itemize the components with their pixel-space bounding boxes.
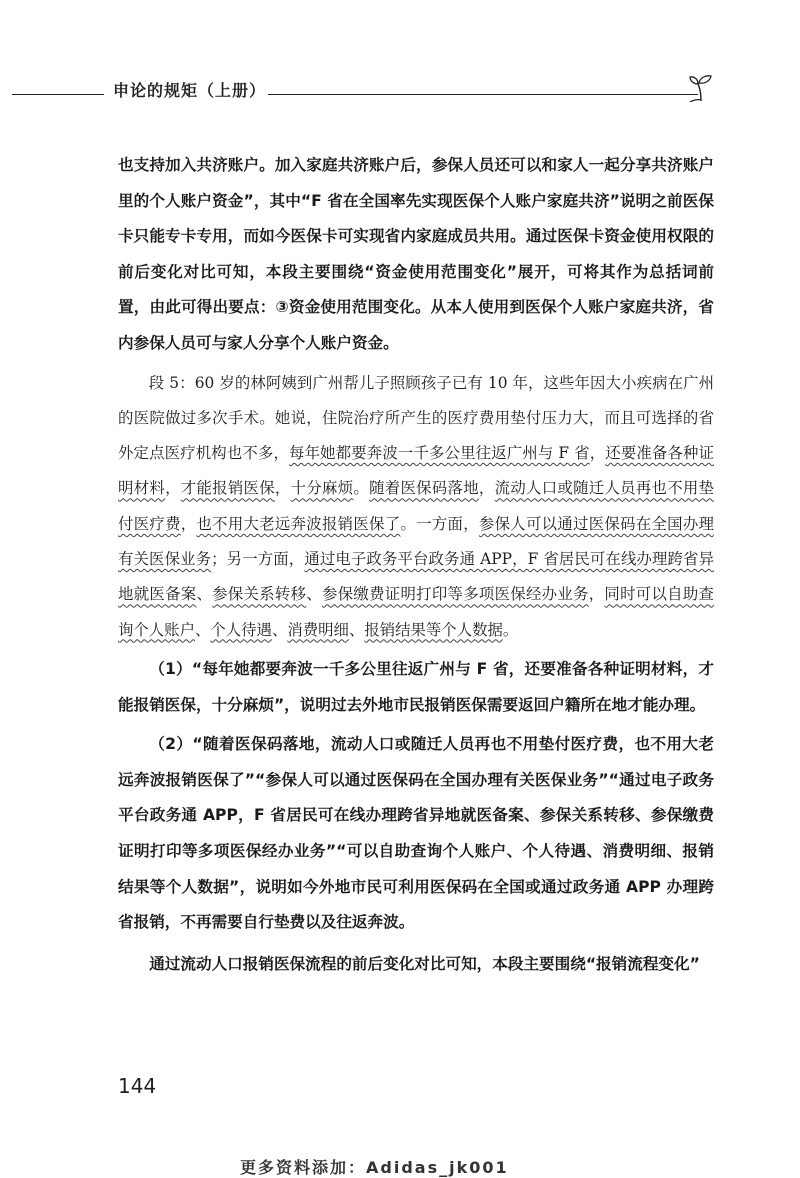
paragraph-source-excerpt <box>118 366 714 648</box>
excerpt-text: ， <box>478 479 495 498</box>
excerpt-text: 、 <box>194 620 211 639</box>
header-rule-left <box>12 94 104 95</box>
excerpt-text: 、 <box>306 585 322 604</box>
sprout-icon <box>688 72 714 102</box>
excerpt-text: 段 5：60 岁的林阿姨到广州帮儿子照顾孩子已有 10 年，这些年因大小疾病在广州的医院做过多次手术。她说，住院治疗所产生的医疗费用垫付压力大，而且可选择的省外定点医疗机构也不多， <box>118 373 714 463</box>
page-content <box>118 148 714 982</box>
paragraph-point-2: （2）“随着医保码落地，流动人口或随迁人员再也不用垫付医疗费，也不用大老远奔波报销医保了”“参保人可以通过医保码在全国办理有关医保业务”“通过电子政务平台政务通 APP，F 省居民可在线办理跨省异地就医备案、参保关系转移、参保缴费证明打印等多项医保经办业务”“可以自助查询个人账户、个人待遇、消费明细、报销结果等个人数据”，说明如今外地市民可利用医保码在全国或通过政务通 APP 办理跨省报销，不再需要自行垫费以及往返奔波。 <box>118 735 714 932</box>
marked-phrase: 也不用大老远奔波报销医保了 <box>196 514 401 533</box>
excerpt-text: ；另一方面， <box>211 550 305 569</box>
excerpt-text: ， <box>588 585 605 604</box>
marked-phrase: 十分麻烦 <box>290 479 354 498</box>
header-rule-right <box>268 94 698 95</box>
excerpt-text: ， <box>274 479 291 498</box>
marked-phrase: 每年她都要奔波一千多公里往返广州与 F 省 <box>289 444 590 463</box>
marked-phrase: 报销结果等个人数据 <box>364 620 503 639</box>
paragraph-summary: 通过流动人口报销医保流程的前后变化对比可知，本段主要围绕“报销流程变化” <box>149 954 700 973</box>
marked-phrase: 同时可以自助查询个人账户 <box>118 585 714 639</box>
book-title: 申论的规矩（上册） <box>113 81 267 100</box>
marked-phrase: 流动人口或随迁人员再也不用垫付医疗费 <box>118 479 714 533</box>
marked-phrase: 个人待遇 <box>210 620 272 639</box>
marked-phrase: 随着医保码落地 <box>369 479 479 498</box>
excerpt-text: 、 <box>271 620 288 639</box>
excerpt-text: 。一方面， <box>400 514 479 533</box>
footer-watermark: 更多资料添加：Adidas_jk001 <box>240 1158 509 1177</box>
marked-phrase: 参保关系转移 <box>212 585 307 604</box>
excerpt-text: ， <box>180 514 197 533</box>
excerpt-text: 、 <box>196 585 213 604</box>
excerpt-text: 。 <box>353 479 370 498</box>
excerpt-text: 。 <box>502 620 519 639</box>
excerpt-text: 、 <box>348 620 365 639</box>
marked-phrase: 才能报销医保 <box>180 479 275 498</box>
marked-phrase: 参保人可以通过医保码在全国办理有关医保业务 <box>118 514 714 569</box>
marked-phrase: 参保缴费证明打印等多项医保经办业务 <box>322 585 589 604</box>
excerpt-text: ， <box>589 444 606 463</box>
paragraph-point-1: （1）“每年她都要奔波一千多公里往返广州与 F 省，还要准备各种证明材料，才能报销医保，十分麻烦”，说明过去外地市民报销医保需要返回户籍所在地才能办理。 <box>118 659 714 714</box>
page-number: 144 <box>118 1074 157 1098</box>
marked-phrase: 还要准备各种证明材料 <box>118 444 714 498</box>
paragraph-analysis-continued: 也支持加入共济账户。加入家庭共济账户后，参保人员还可以和家人一起分享共济账户里的个人账户资金”，其中“F 省在全国率先实现医保个人账户家庭共济”说明之前医保卡只能专卡专用，而如今医保卡可实现省内家庭成员共用。通过医保卡资金使用权限的前后变化对比可知，本段主要围绕“资金使用范围变化”展开，可将其作为总括词前置，由此可得出要点：③资金使用范围变化。从本人使用到医保个人账户家庭共济，省内参保人员可与家人分享个人账户资金。 <box>118 156 714 352</box>
running-header <box>0 78 800 108</box>
marked-phrase: 消费明细 <box>287 620 349 639</box>
marked-phrase: 通过电子政务平台政务通 APP，F 省居民可在线办理跨省异地就医备案 <box>118 550 714 604</box>
excerpt-text: ， <box>165 479 181 498</box>
